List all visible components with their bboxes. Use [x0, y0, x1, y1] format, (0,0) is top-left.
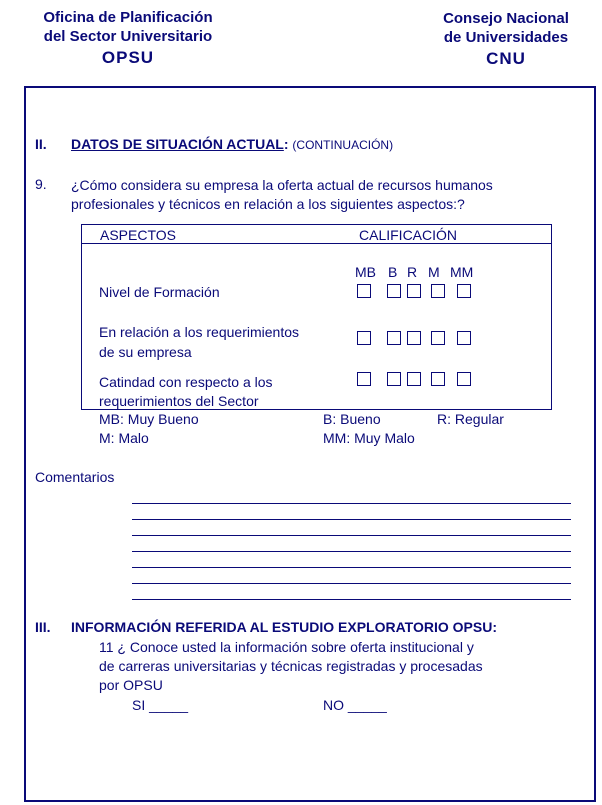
table-header-divider — [82, 243, 551, 244]
row1-checkbox-mb[interactable] — [357, 284, 371, 298]
row3-checkbox-b[interactable] — [387, 372, 401, 386]
question9-line2: profesionales y técnicos en relación a los siguientes aspectos:? — [71, 196, 465, 212]
legend-m: M: Malo — [99, 430, 149, 446]
comment-line[interactable] — [132, 535, 571, 536]
section2-title: DATOS DE SITUACIÓN ACTUAL — [71, 136, 284, 152]
section2-number: II. — [35, 136, 47, 152]
row2-checkbox-b[interactable] — [387, 331, 401, 345]
table-row-3-line1: Catindad con respecto a los — [99, 374, 273, 390]
section3-title: INFORMACIÓN REFERIDA AL ESTUDIO EXPLORATORIO OPSU: — [71, 619, 497, 635]
row1-checkbox-m[interactable] — [431, 284, 445, 298]
row3-checkbox-r[interactable] — [407, 372, 421, 386]
row2-checkbox-mm[interactable] — [457, 331, 471, 345]
legend-mb: MB: Muy Bueno — [99, 411, 199, 427]
row3-checkbox-m[interactable] — [431, 372, 445, 386]
question11-line2: de carreras universitarias y técnicas registradas y procesadas — [99, 658, 483, 674]
rating-code-mb: MB — [355, 264, 376, 280]
legend-b: B: Bueno — [323, 411, 381, 427]
table-row-3-line2: requerimientos del Sector — [99, 393, 259, 409]
question11-text — [99, 638, 483, 695]
table-col-aspects: ASPECTOS — [100, 227, 176, 243]
row3-checkbox-mb[interactable] — [357, 372, 371, 386]
legend-r: R: Regular — [437, 411, 504, 427]
header-right-line2: de Universidades — [443, 29, 569, 46]
row2-checkbox-r[interactable] — [407, 331, 421, 345]
question9-number: 9. — [35, 176, 47, 192]
question9-text — [71, 176, 493, 214]
comment-line[interactable] — [132, 519, 571, 520]
section2-note: (CONTINUACIÓN) — [292, 138, 394, 152]
comment-line[interactable] — [132, 551, 571, 552]
question11-line3: por OPSU — [99, 677, 163, 693]
answer-yes[interactable]: SI _____ — [132, 697, 189, 713]
table-row-2-line2: de su empresa — [99, 344, 192, 360]
comments-label: Comentarios — [35, 469, 115, 485]
comment-line[interactable] — [132, 583, 571, 584]
row1-checkbox-r[interactable] — [407, 284, 421, 298]
rating-code-mm: MM — [450, 264, 474, 280]
table-col-rating: CALIFICACIÓN — [359, 227, 458, 243]
answer-no[interactable]: NO _____ — [323, 697, 387, 713]
comment-line[interactable] — [132, 599, 571, 600]
table-row-2-line1: En relación a los requerimientos — [99, 324, 299, 340]
row2-checkbox-m[interactable] — [431, 331, 445, 345]
section2-colon: : — [283, 136, 289, 152]
header-right-abbr: CNU — [486, 49, 526, 68]
section3-number: III. — [35, 619, 51, 635]
comment-line[interactable] — [132, 567, 571, 568]
header-left-abbr: OPSU — [101, 48, 155, 67]
question11-line1: 11 ¿ Conoce usted la información sobre oferta institucional y — [99, 639, 474, 655]
header-left-line1: Oficina de Planificación — [43, 9, 213, 26]
question9-line1: ¿Cómo considera su empresa la oferta actual de recursos humanos — [71, 177, 493, 193]
rating-code-b: B — [388, 264, 398, 280]
header-left — [30, 8, 226, 67]
row3-checkbox-mm[interactable] — [457, 372, 471, 386]
header-right — [420, 9, 592, 68]
table-row-3-label — [99, 373, 273, 411]
row1-checkbox-b[interactable] — [387, 284, 401, 298]
header-left-line2: del Sector Universitario — [43, 28, 213, 45]
table-row-1-label: Nivel de Formación — [99, 284, 220, 300]
table-row-2-label — [99, 322, 299, 362]
rating-code-r: R — [407, 264, 418, 280]
comment-line[interactable] — [132, 503, 571, 504]
legend-mm: MM: Muy Malo — [323, 430, 415, 446]
row1-checkbox-mm[interactable] — [457, 284, 471, 298]
rating-code-m: M — [428, 264, 440, 280]
header-right-line1: Consejo Nacional — [443, 10, 569, 27]
section2-heading — [71, 136, 393, 152]
row2-checkbox-mb[interactable] — [357, 331, 371, 345]
